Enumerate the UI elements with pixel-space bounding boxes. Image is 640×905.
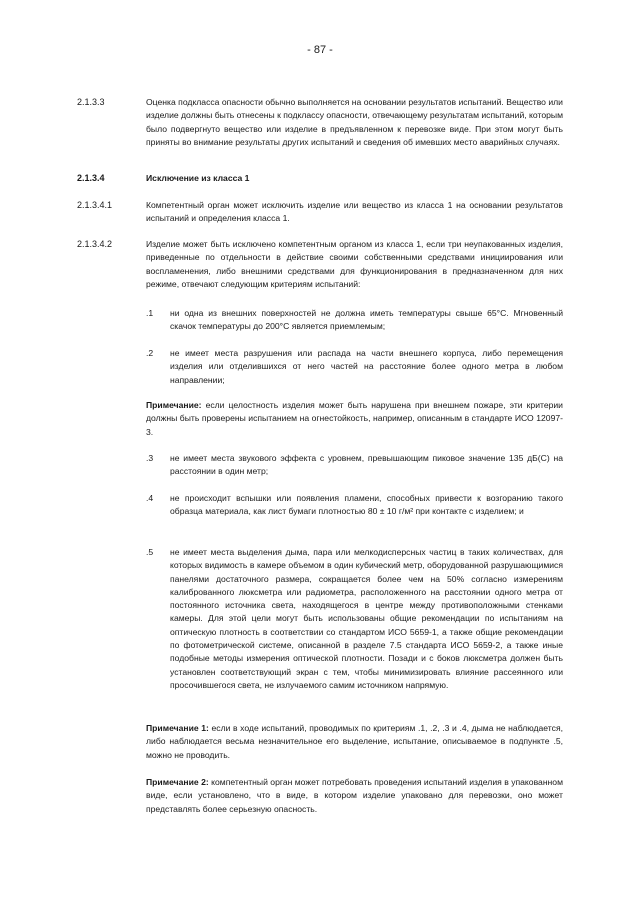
- criterion-text-3: не имеет места звукового эффекта с уровнем, превышающим пиковое значение 135 дБ(С) на расстоянии в один метр;: [170, 453, 563, 477]
- criterion-number-5: .5: [146, 547, 154, 557]
- note-label: Примечание:: [146, 400, 202, 410]
- criterion-text-4: не происходит вспышки или появления пламени, способных привести к возгоранию такого образца материала, как лист бумаги плотностью 80 ± 10 г/м² при контакте с изделием; и: [170, 493, 563, 517]
- criterion-text-5: не имеет места выделения дыма, пара или мелкодисперсных частиц в таких количествах, для которых видимость в камере объемом в один кубический метр, оборудованной разрушающимися панелями достаточного размера, сокращается более чем на 50% согласно измерениям калиброванного люксметра или радиометра, расположенного на расстоянии одного метра от постоянного источника света, находящегося в центре между противоположными стенками камеры. Для этой цели могут быть использованы общие рекомендации по испытаниям на оптическую плотность в соответствии со стандартом ИСО 5659-1, а также общие рекомендации по фотометрической системе, описанной в разделе 7.5 стандарта ИСО 5659-2, а также иные подобные методы измерения оптической плотности. Позади и с боков люксметра должен быть установлен соответствующий экран с тем, чтобы минимизировать влияние рассеянного или просочившегося света, не излучаемого самим источником напрямую.: [170, 547, 563, 690]
- note-2-text: компетентный орган может потребовать проведения испытаний изделия в упакованном виде, если установлено, что в виде, в котором изделие упаковано для перевозки, оно может представлять более серьезную опасность.: [146, 777, 563, 814]
- section-number-2-1-3-3: 2.1.3.3: [77, 97, 105, 107]
- note-fire: [146, 399, 563, 439]
- note-1: [146, 722, 563, 762]
- note-1-label: Примечание 1:: [146, 723, 209, 733]
- criterion-number-1: .1: [146, 308, 154, 318]
- criterion-text-1: ни одна из внешних поверхностей не должна иметь температуры свыше 65°C. Мгновенный скачок температуры до 200°C является приемлемым;: [170, 308, 563, 332]
- criterion-number-4: .4: [146, 493, 154, 503]
- criterion-number-2: .2: [146, 348, 154, 358]
- section-text-2-1-3-3: Оценка подкласса опасности обычно выполняется на основании результатов испытаний. Вещество или изделие должны быть отнесены к подклассу опасности, отвечающему результатам испытаний, которым было подвергнуто вещество или изделие в предъявленном к перевозке виде. При этом могут быть приняты во внимание результаты других испытаний и сведения об имевших место аварийных случаях.: [146, 97, 563, 147]
- section-text-2-1-3-4-2: Изделие может быть исключено компетентным органом из класса 1, если три неупакованных изделия, приведенные по отдельности в действие своими собственными средствами инициирования или воспламенения, либо внешними средствами для функционирования в предназначенном для них режиме, отвечают следующим критериям испытаний:: [146, 239, 563, 289]
- note-2-label: Примечание 2:: [146, 777, 209, 787]
- section-heading-2-1-3-4: Исключение из класса 1: [146, 173, 250, 183]
- criterion-text-2: не имеет места разрушения или распада на части внешнего корпуса, либо перемещения изделия или отделившихся от него частей на расстояние более одного метра в любом направлении;: [170, 348, 563, 385]
- page-number: - 87 -: [307, 44, 333, 56]
- note-1-text: если в ходе испытаний, проводимых по критериям .1, .2, .3 и .4, дыма не наблюдается, либо наблюдается весьма незначительное его выделение, испытание, описываемое в подпункте .5, можно не проводить.: [146, 723, 563, 760]
- section-text-2-1-3-4-1: Компетентный орган может исключить изделие или вещество из класса 1 на основании результатов испытаний и определения класса 1.: [146, 200, 563, 224]
- note-2: [146, 776, 563, 816]
- note-text: если целостность изделия может быть нарушена при внешнем пожаре, эти критерии должны быть проверены испытанием на огнестойкость, например, описанным в стандарте ИСО 12097-3.: [146, 400, 563, 437]
- section-number-2-1-3-4-1: 2.1.3.4.1: [77, 200, 113, 210]
- section-number-2-1-3-4-2: 2.1.3.4.2: [77, 239, 113, 249]
- section-number-2-1-3-4: 2.1.3.4: [77, 173, 105, 183]
- criterion-number-3: .3: [146, 453, 154, 463]
